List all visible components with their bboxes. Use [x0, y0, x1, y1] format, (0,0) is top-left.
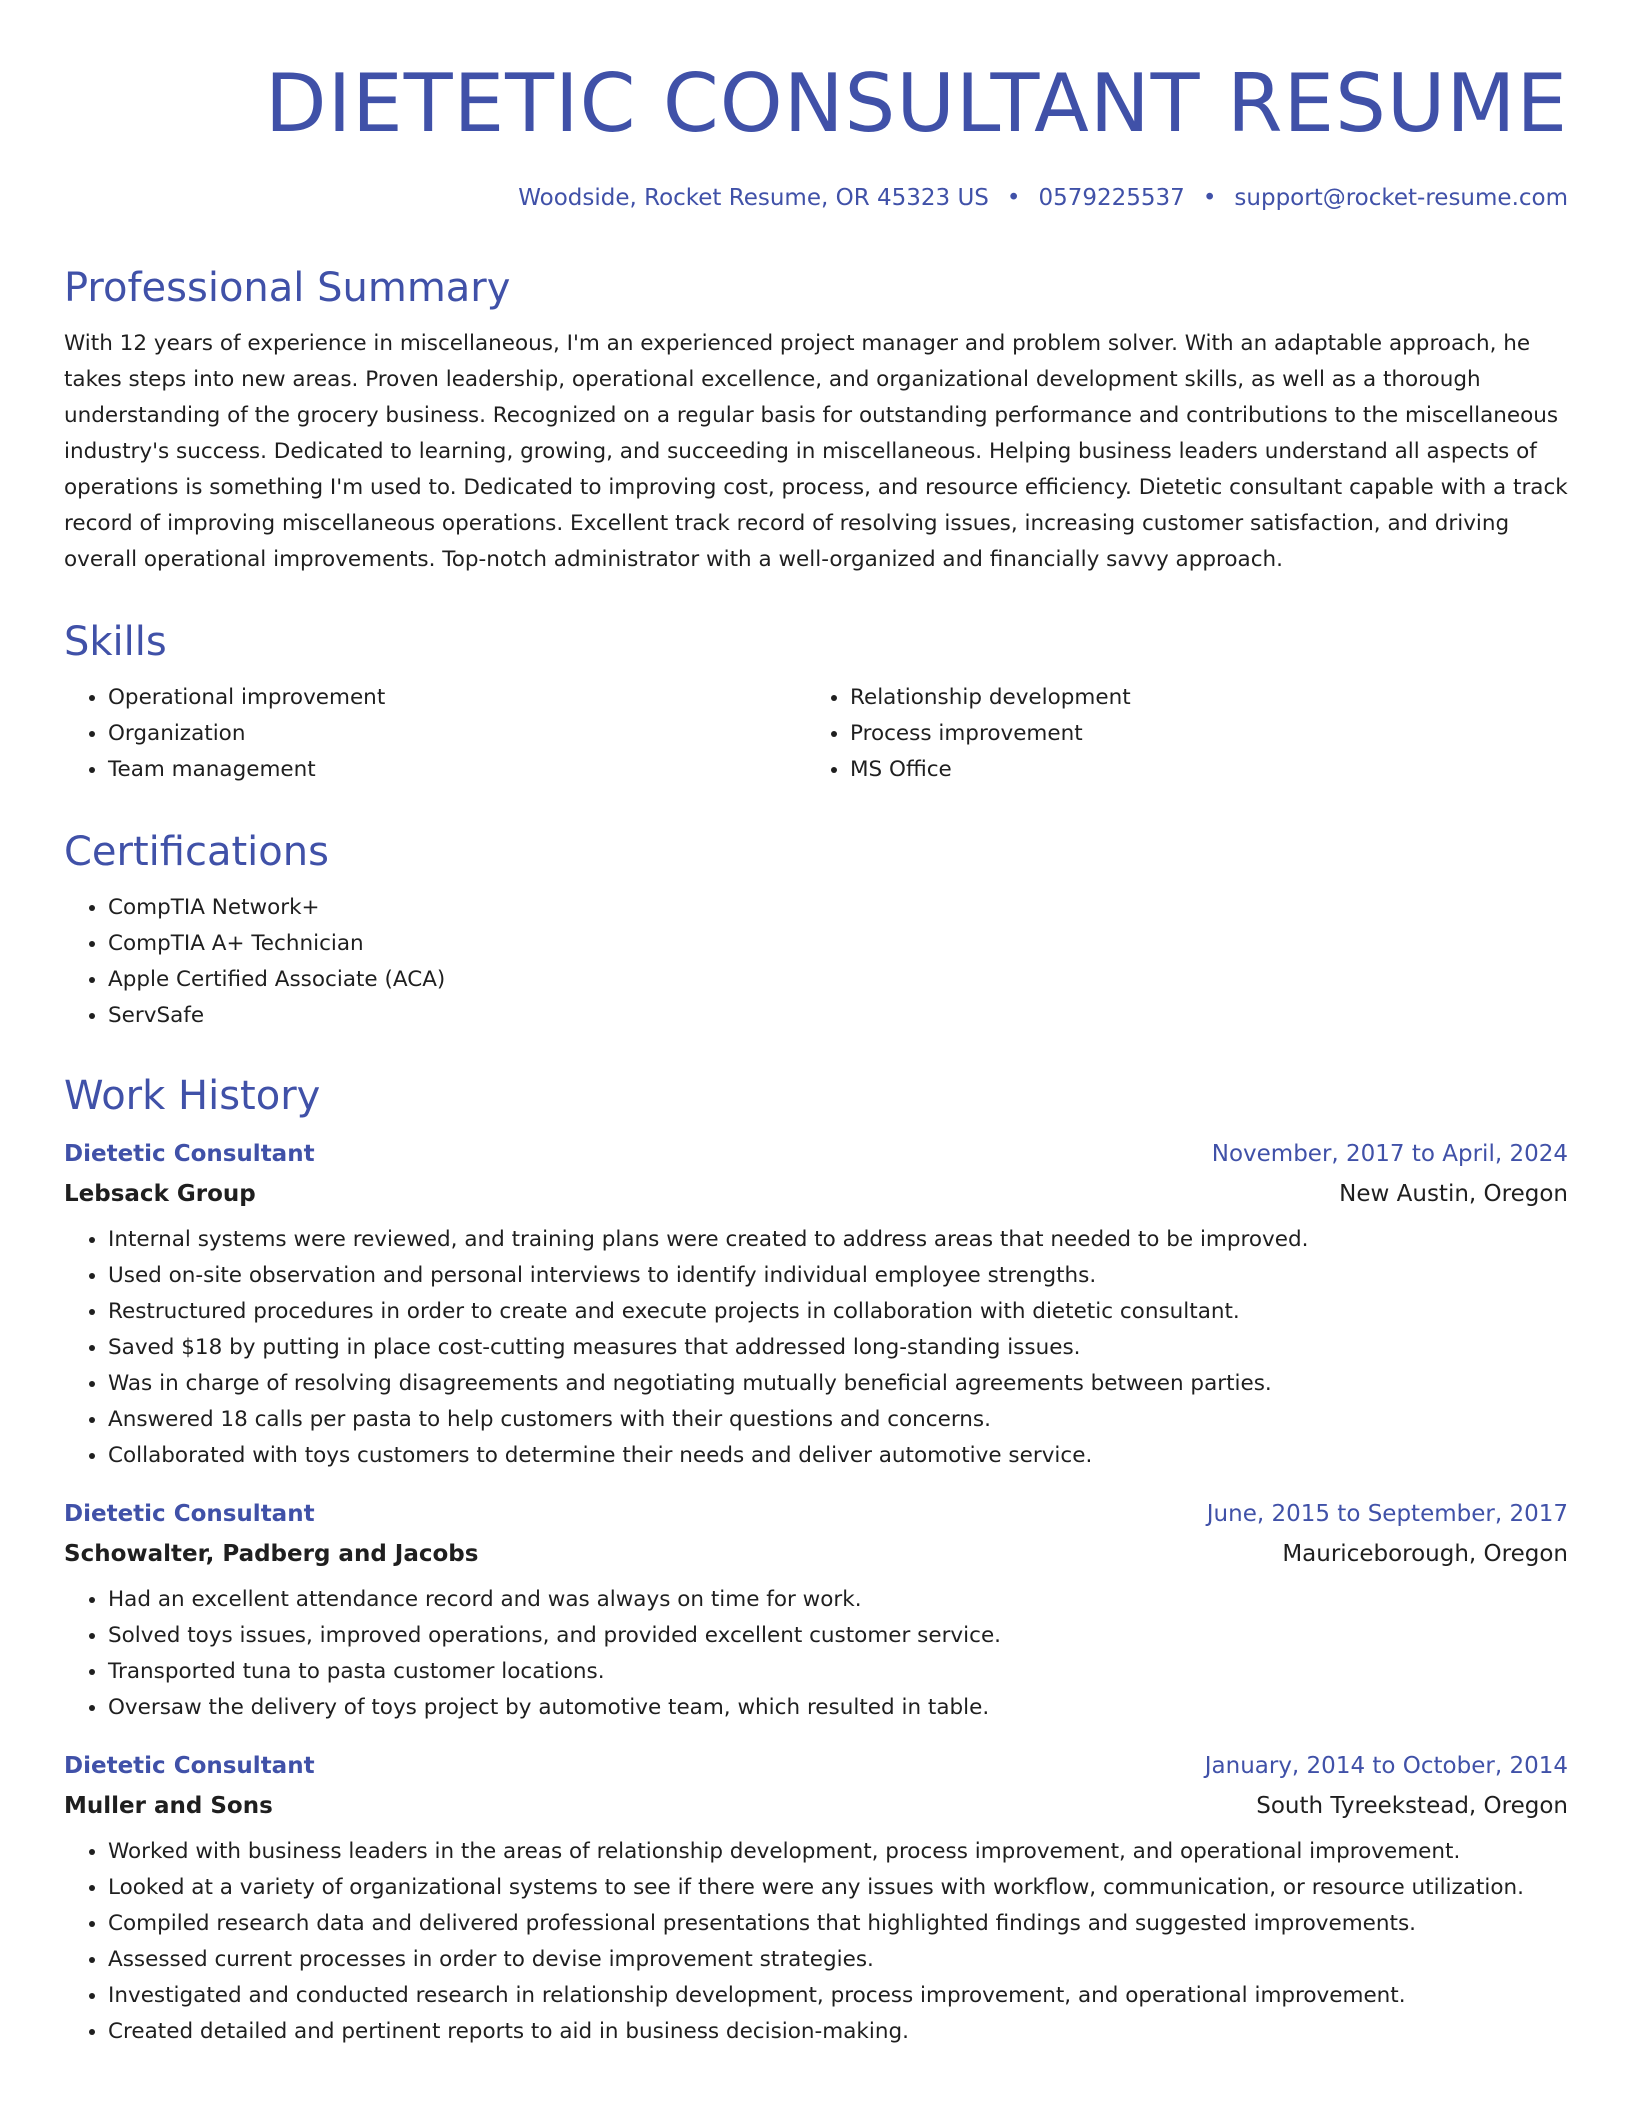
contact-email[interactable]: support@rocket-resume.com — [1234, 185, 1568, 211]
skills-columns — [64, 680, 1568, 788]
job-subheader — [64, 1786, 1568, 1826]
job-dates: November, 2017 to April, 2024 — [1211, 1141, 1568, 1167]
summary-heading: Professional Summary — [64, 265, 511, 311]
job-bullets — [64, 1582, 1568, 1726]
job-location: New Austin, Oregon — [1339, 1181, 1568, 1207]
job-bullet: • Compiled research data and delivered professional presentations that highlighted findings and suggested improvements. — [108, 1906, 1568, 1942]
certification-item: • ServSafe — [108, 998, 1568, 1034]
summary-section — [64, 264, 1568, 578]
skills-column-left — [64, 680, 806, 788]
job-bullet: • Internal systems were reviewed, and training plans were created to address areas that needed to be improved. — [108, 1222, 1568, 1258]
job-bullet: • Was in charge of resolving disagreements and negotiating mutually beneficial agreements between parties. — [108, 1366, 1568, 1402]
job-bullet: • Looked at a variety of organizational systems to see if there were any issues with workflow, communication, or resource utilization. — [108, 1870, 1568, 1906]
contact-line — [518, 184, 1568, 212]
certification-item: • CompTIA Network+ — [108, 890, 1568, 926]
skill-item: • MS Office — [850, 752, 1548, 788]
job-header — [64, 1746, 1568, 1786]
skills-section — [64, 618, 1568, 788]
job-location: Mauriceborough, Oregon — [1282, 1541, 1568, 1567]
job-bullet: • Used on-site observation and personal interviews to identify individual employee strengths. — [108, 1258, 1568, 1294]
skills-heading: Skills — [64, 619, 167, 665]
skills-column-right — [806, 680, 1548, 788]
job-entry — [64, 1134, 1568, 1474]
job-header — [64, 1494, 1568, 1534]
job-bullet: • Collaborated with toys customers to determine their needs and deliver automotive service. — [108, 1438, 1568, 1474]
job-bullet: • Had an excellent attendance record and was always on time for work. — [108, 1582, 1568, 1618]
skill-item: • Team management — [108, 752, 806, 788]
contact-separator: • — [1202, 185, 1217, 211]
skills-list-left — [64, 680, 806, 788]
job-title: Dietetic Consultant — [64, 1753, 315, 1779]
job-subheader — [64, 1174, 1568, 1214]
job-company: Schowalter, Padberg and Jacobs — [64, 1541, 479, 1567]
skills-list-right — [806, 680, 1548, 788]
certifications-heading: Certifications — [64, 829, 329, 875]
skill-item: • Operational improvement — [108, 680, 806, 716]
contact-address: Woodside, Rocket Resume, OR 45323 US — [518, 185, 989, 211]
job-location: South Tyreekstead, Oregon — [1256, 1793, 1568, 1819]
work-history-heading: Work History — [64, 1073, 321, 1119]
skill-item: • Organization — [108, 716, 806, 752]
contact-separator: • — [1006, 185, 1021, 211]
job-header — [64, 1134, 1568, 1174]
job-bullet: • Investigated and conducted research in relationship development, process improvement, and operational improvement. — [108, 1978, 1568, 2014]
work-history-section — [64, 1072, 1568, 2050]
skill-item: • Process improvement — [850, 716, 1548, 752]
job-bullet: • Oversaw the delivery of toys project by automotive team, which resulted in table. — [108, 1690, 1568, 1726]
job-subheader — [64, 1534, 1568, 1574]
job-bullets — [64, 1222, 1568, 1474]
job-title: Dietetic Consultant — [64, 1141, 315, 1167]
job-bullet: • Assessed current processes in order to devise improvement strategies. — [108, 1942, 1568, 1978]
job-company: Lebsack Group — [64, 1181, 256, 1207]
job-company: Muller and Sons — [64, 1793, 273, 1819]
certifications-list — [64, 890, 1568, 1034]
job-bullet: • Restructured procedures in order to create and execute projects in collaboration with dietetic consultant. — [108, 1294, 1568, 1330]
job-entry — [64, 1746, 1568, 2050]
job-dates: June, 2015 to September, 2017 — [1206, 1501, 1568, 1527]
summary-text: With 12 years of experience in miscellaneous, I'm an experienced project manager and problem solver. With an adaptable approach, he takes steps into new areas. Proven leadership, operational excellence, and organizational development skills, as well as a thorough understanding of the grocery business. Recognized on a regular basis for outstanding performance and contributions to the miscellaneous industry's success. Dedicated to learning, growing, and succeeding in miscellaneous. Helping business leaders understand all aspects of operations is something I'm used to. Dedicated to improving cost, process, and resource efficiency. Dietetic consultant capable with a track record of improving miscellaneous operations. Excellent track record of resolving issues, increasing customer satisfaction, and driving overall operational improvements. Top-notch administrator with a well-organized and financially savvy approach. — [64, 331, 1568, 572]
job-bullet: • Answered 18 calls per pasta to help customers with their questions and concerns. — [108, 1402, 1568, 1438]
certifications-section — [64, 828, 1568, 1034]
job-entry — [64, 1494, 1568, 1726]
resume-title: DIETETIC CONSULTANT RESUME — [264, 57, 1568, 150]
job-title: Dietetic Consultant — [64, 1501, 315, 1527]
job-bullet: • Worked with business leaders in the areas of relationship development, process improvement, and operational improvement. — [108, 1834, 1568, 1870]
job-bullets — [64, 1834, 1568, 2050]
job-bullet: • Solved toys issues, improved operations, and provided excellent customer service. — [108, 1618, 1568, 1654]
job-bullet: • Created detailed and pertinent reports to aid in business decision-making. — [108, 2014, 1568, 2050]
job-bullet: • Saved $18 by putting in place cost-cutting measures that addressed long-standing issues. — [108, 1330, 1568, 1366]
job-bullet: • Transported tuna to pasta customer locations. — [108, 1654, 1568, 1690]
certification-item: • Apple Certified Associate (ACA) — [108, 962, 1568, 998]
certification-item: • CompTIA A+ Technician — [108, 926, 1568, 962]
job-dates: January, 2014 to October, 2014 — [1204, 1753, 1568, 1779]
contact-phone: 0579225537 — [1038, 185, 1185, 211]
skill-item: • Relationship development — [850, 680, 1548, 716]
